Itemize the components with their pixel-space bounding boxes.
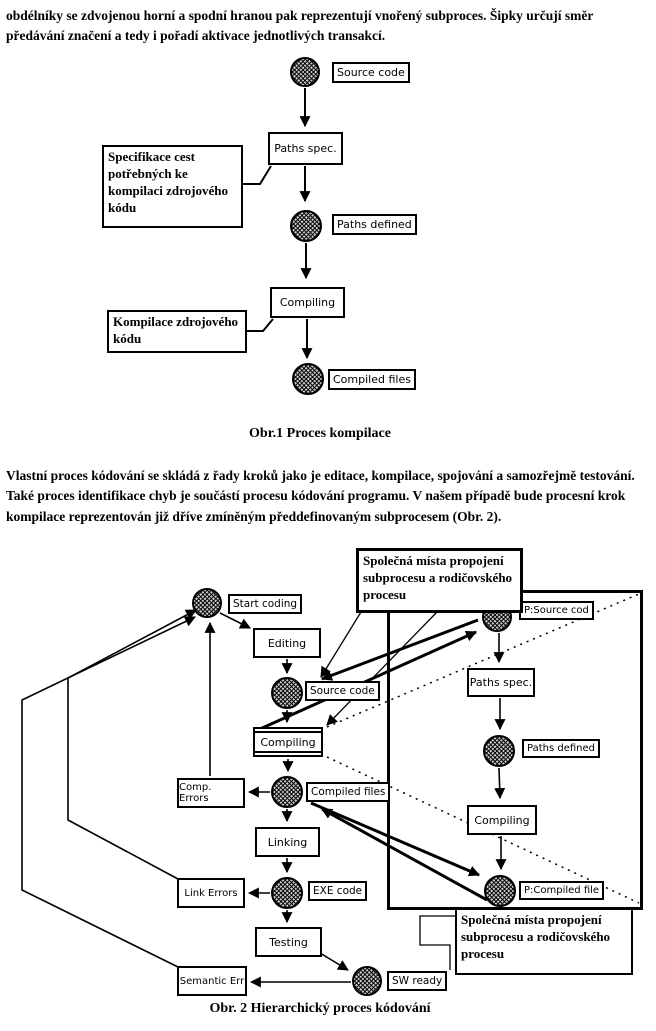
fig2-place-label-p-compiled-file: P:Compiled file — [519, 881, 604, 900]
fig2-place-exe-code — [271, 877, 303, 909]
fig1-place-source-code — [290, 57, 320, 87]
fig2-place-label-source-code: Source code — [305, 681, 380, 701]
paragraph-coding-process: Vlastní proces kódování se skládá z řady kroků jako je editace, kompilace, spojování a samozřejmě testování. Také proces identifikace chyb je součástí procesu kódování programu. V našem případě bude procesní krok kompilace reprezentován již dříve zmíněným předdefinovaným subprocesem (Obr. 2). — [6, 468, 635, 524]
fig2-place-compiled-files — [271, 776, 303, 808]
fig2-note-common-places-bottom: Společná místa propojení subprocesu a rodičovského procesu — [455, 908, 633, 975]
fig1-place-paths-defined — [290, 210, 322, 242]
fig2-transition-semantic-err: Semantic Err — [177, 966, 247, 996]
paragraph-intro: obdélníky se zdvojenou horní a spodní hranou pak reprezentují vnořený subproces. Šipky určují směr předávání značení a tedy i pořadí aktivace jednotlivých transakcí. — [6, 8, 594, 44]
fig2-transition-compiling-subprocess: Compiling — [253, 727, 323, 757]
fig2-place-start-coding — [192, 588, 222, 618]
fig2-place-label-paths-defined: Paths defined — [522, 739, 600, 758]
fig2-transition-testing: Testing — [255, 927, 322, 957]
fig2-place-label-start-coding: Start coding — [228, 594, 302, 614]
fig1-transition-paths-spec: Paths spec. — [268, 132, 343, 165]
fig2-place-label-p-source-code: P:Source cod — [519, 601, 594, 620]
fig1-note-paths-spec: Specifikace cest potřebných ke kompilaci zdrojového kódu — [102, 145, 243, 228]
fig2-transition-editing: Editing — [253, 628, 321, 658]
fig2-place-sw-ready — [352, 966, 382, 996]
fig2-note-common-places-top: Společná místa propojení subprocesu a rodičovského procesu — [356, 548, 523, 613]
fig2-transition-compiling-inner: Compiling — [467, 805, 537, 835]
fig2-transition-comp-errors: Comp. Errors — [177, 778, 245, 808]
fig2-place-paths-defined — [483, 735, 515, 767]
fig1-place-label-source-code: Source code — [332, 62, 410, 83]
fig2-subprocess-frame — [387, 590, 643, 910]
fig2-place-p-compiled-file — [484, 875, 516, 907]
fig1-caption: Obr.1 Proces kompilace — [249, 426, 391, 441]
fig2-place-label-exe-code: EXE code — [308, 881, 367, 901]
fig2-transition-link-errors: Link Errors — [177, 878, 245, 908]
fig2-transition-paths-spec: Paths spec. — [467, 668, 535, 697]
fig2-place-source-code — [271, 677, 303, 709]
fig1-note-compiling: Kompilace zdrojového kódu — [107, 310, 247, 353]
fig2-place-label-compiled-files: Compiled files — [306, 782, 390, 802]
fig1-place-label-compiled-files: Compiled files — [328, 369, 416, 390]
fig1-place-label-paths-defined: Paths defined — [332, 214, 417, 235]
fig2-place-label-sw-ready: SW ready — [387, 971, 447, 991]
fig2-transition-linking: Linking — [255, 827, 320, 857]
fig1-place-compiled-files — [292, 363, 324, 395]
fig1-transition-compiling: Compiling — [270, 287, 345, 318]
fig2-caption: Obr. 2 Hierarchický proces kódování — [209, 1001, 431, 1016]
